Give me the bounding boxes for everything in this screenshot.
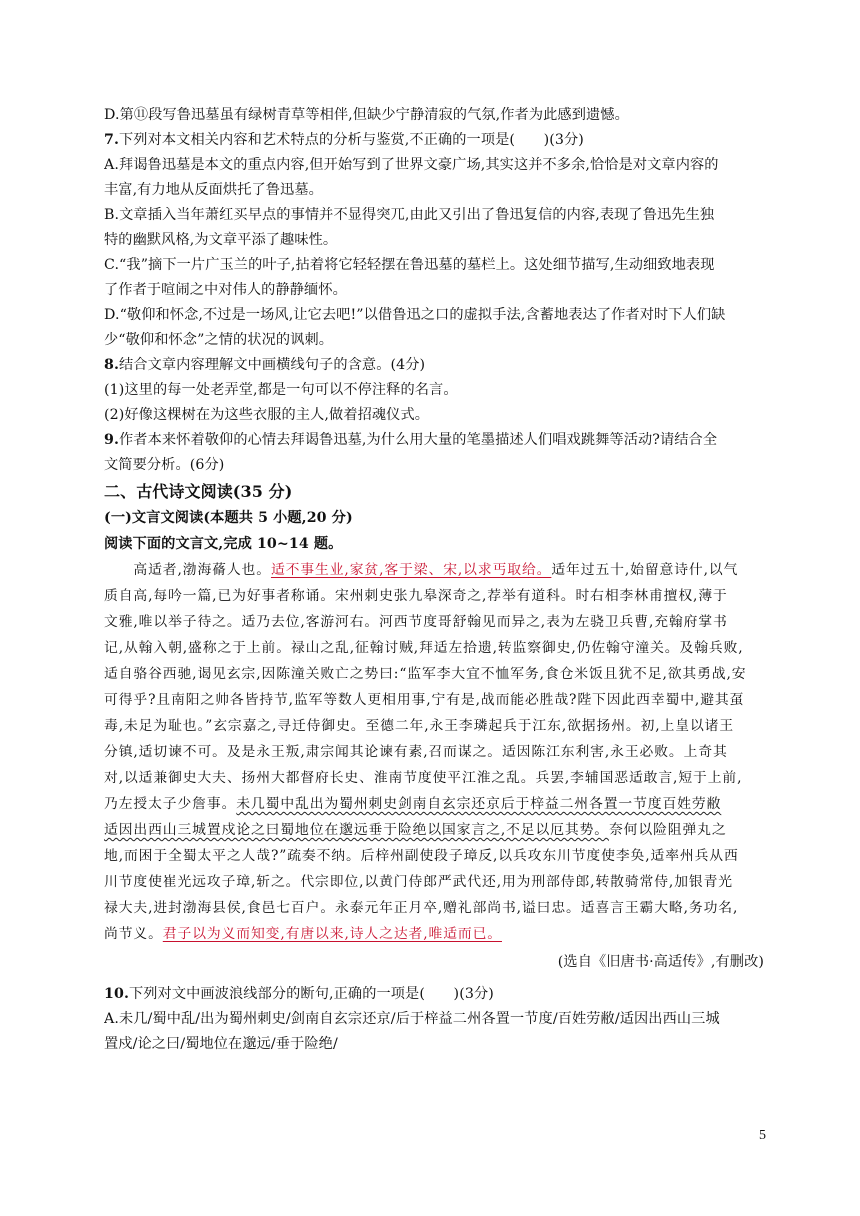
q7-option-b-line1: B.文章插入当年萧红买早点的事情并不显得突兀,由此又引出了鲁迅复信的内容,表现了鲁迅先生独 (104, 207, 715, 223)
q10-option-a-line2: 置戍/论之曰/蜀地位在邈远/垂于险绝/ (104, 1036, 338, 1052)
q7-option-c-line1: C.“我”摘下一片广玉兰的叶子,拈着将它轻轻摆在鲁迅墓的墓栏上。这处细节描写,生动细致地表现 (104, 257, 715, 273)
wavy-underlined-text: 适因出西山三城置戍论之曰蜀地位在邈远垂于险绝以国家言之,不足以厄其势。 (104, 822, 609, 838)
page-number: 5 (759, 1128, 766, 1143)
passage-line: 文雅,唯以举子待之。适乃去位,客游河右。河西节度哥舒翰见而异之,表为左骁卫兵曹,充翰府掌书 (104, 614, 728, 630)
red-underlined-sentence: 适不事生业,家贫,客于梁、宋,以求丐取给。 (270, 562, 552, 578)
q10-option-a-line1: A.未几/蜀中乱/出为蜀州刺史/剑南自玄宗还京/后于梓益二州各置一节度/百姓劳敝/适因出西山三城 (104, 1011, 720, 1027)
question-number: 10. (104, 986, 129, 1002)
subsection-heading: (一)文言文阅读(本题共 5 小题,20 分) (104, 510, 353, 526)
question-10 (104, 982, 764, 1006)
passage-line: 对,以适兼御史大夫、扬州大都督府长史、淮南节度使平江淮之乱。兵罢,李辅国恶适敢言,短于上前, (104, 770, 743, 786)
passage-line: 毒,未足为耻也。”玄宗嘉之,寻迁侍御史。至德二年,永王李璘起兵于江东,欲据扬州。初,上皇以诸王 (104, 718, 735, 734)
passage-text: 高适者,渤海蓨人也。 (104, 562, 271, 578)
wavy-underlined-text: 未几蜀中乱出为蜀州刺史剑南自玄宗还京后于梓益二州各置一节度百姓劳敝 (236, 796, 722, 812)
passage-source: (选自《旧唐书·高适传》,有删改) (557, 954, 764, 970)
passage-line (104, 818, 764, 842)
question-text: 结合文章内容理解文中画横线句子的含意。(4分) (119, 357, 426, 373)
passage-line: 地,而困于全蜀太平之人哉?”疏奏不纳。后梓州副使段子璋反,以兵攻东川节度使李奂,适率州兵从西 (104, 848, 739, 864)
section-heading: 二、古代诗文阅读(35 分) (104, 482, 293, 501)
q9-line2: 文简要分析。(6分) (104, 457, 225, 473)
q8-item-1: (1)这里的每一处老弄堂,都是一句可以不停注释的名言。 (104, 382, 458, 398)
question-7 (104, 128, 764, 152)
passage-text: 奈何以险阻弹丸之 (608, 822, 727, 838)
passage-line (104, 558, 764, 582)
passage-line: 记,从翰入朝,盛称之于上前。禄山之乱,征翰讨贼,拜适左拾遗,转监察御史,仍佐翰守潼关。及翰兵败, (104, 640, 744, 656)
passage-text: 适年过五十,始留意诗什,以气 (551, 562, 739, 578)
q7-option-a-line2: 丰富,有力地从反面烘托了鲁迅墓。 (104, 182, 323, 198)
reading-instruction: 阅读下面的文言文,完成 10~14 题。 (104, 536, 343, 552)
passage-line: 分镇,适切谏不可。及是永王叛,肃宗闻其论谏有素,召而谋之。适因陈江东利害,永王必败。上奇其 (104, 744, 728, 760)
question-number: 9. (104, 432, 120, 448)
passage-line: 可得乎?且南阳之帅各皆持节,监军等数人更相用事,宁有是,战而能必胜哉?陛下因此西幸蜀中,避其虿 (104, 692, 745, 708)
passage-line: 川节度使崔光远攻子璋,斩之。代宗即位,以黄门侍郎严武代还,用为刑部侍郎,转散骑常侍,加银青光 (104, 874, 733, 890)
passage-line (104, 922, 764, 946)
passage-text: 乃左授太子少詹事。 (104, 796, 237, 812)
q7-option-b-line2: 特的幽默风格,为文章平添了趣味性。 (104, 232, 338, 248)
question-text: 作者本来怀着敬仰的心情去拜谒鲁迅墓,为什么用大量的笔墨描述人们唱戏跳舞等活动?请结合全 (119, 432, 718, 448)
passage-text: 尚节义。 (104, 926, 163, 942)
q6-option-d: D.第⑪段写鲁迅墓虽有绿树青草等相伴,但缺少宁静清寂的气氛,作者为此感到遗憾。 (104, 107, 629, 123)
question-text: 下列对文中画波浪线部分的断句,正确的一项是( )(3分) (128, 986, 494, 1002)
question-text: 下列对本文相关内容和艺术特点的分析与鉴赏,不正确的一项是( )(3分) (119, 132, 584, 148)
passage-line: 适自骆谷西驰,谒见玄宗,因陈潼关败亡之势曰:“监军李大宜不恤军务,食仓米饭且犹不足,欲其勇战,安 (104, 666, 747, 682)
passage-line (104, 792, 764, 816)
passage-line: 质自高,每吟一篇,已为好事者称诵。宋州刺史张九皋深奇之,荐举有道科。时右相李林甫擅权,薄于 (104, 588, 728, 604)
question-8 (104, 353, 764, 377)
question-number: 7. (104, 132, 120, 148)
q8-item-2: (2)好像这棵树在为这些衣服的主人,做着招魂仪式。 (104, 407, 430, 423)
q7-option-a-line1: A.拜谒鲁迅墓是本文的重点内容,但开始写到了世界文豪广场,其实这并不多余,恰恰是对文章内容的 (104, 157, 719, 173)
q7-option-d-line1: D.“敬仰和怀念,不过是一场风,让它去吧!”以借鲁迅之口的虚拟手法,含蓄地表达了作者对时下人们缺 (104, 307, 726, 323)
question-number: 8. (104, 357, 120, 373)
q7-option-c-line2: 了作者于喧闹之中对伟人的静静缅怀。 (104, 282, 347, 298)
passage-line: 禄大夫,进封渤海县侯,食邑七百户。永泰元年正月卒,赠礼部尚书,谥曰忠。适喜言王霸大略,务功名, (104, 900, 739, 916)
q7-option-d-line2: 少“敬仰和怀念”之情的状况的讽刺。 (104, 332, 334, 348)
question-9 (104, 428, 764, 452)
red-underlined-sentence: 君子以为义而知变,有唐以来,诗人之达者,唯适而已。 (162, 926, 502, 942)
